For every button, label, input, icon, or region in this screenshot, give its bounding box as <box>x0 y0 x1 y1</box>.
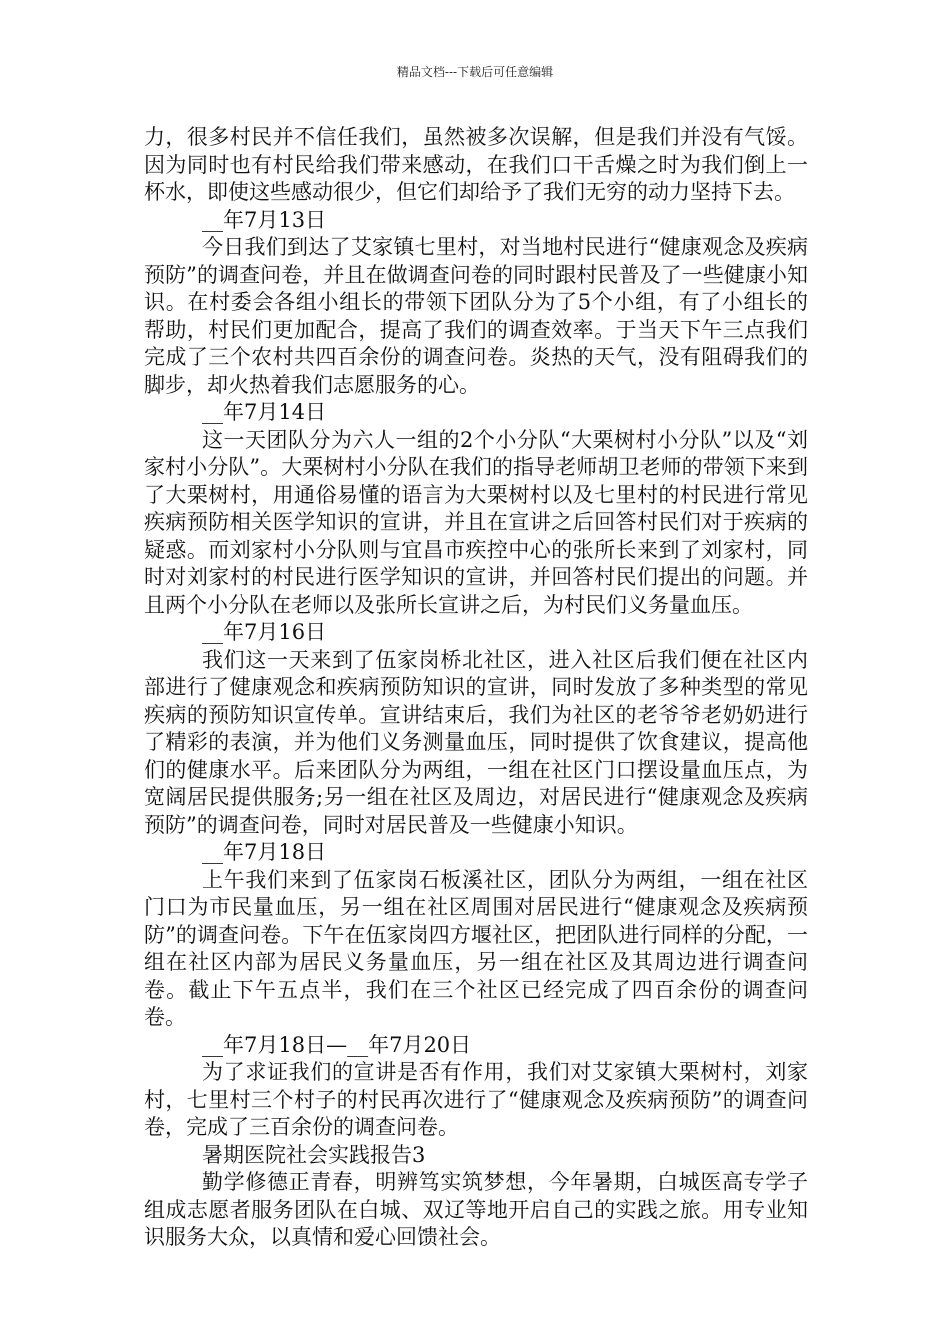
paragraph-0714: 这一天团队分为六人一组的2个小分队“大栗树村小分队”以及“刘家村小分队”。大栗树村小分队在我们的指导老师胡卫老师的带领下来到了大栗树村，用通俗易懂的语言为大栗树村以及七里村的村民进行常见疾病预防相关医学知识的宣讲，并且在宣讲之后回答村民们对于疾病的疑惑。而刘家村小分队则与宜昌市疾控中心的张所长来到了刘家村，同时对刘家村的村民进行医学知识的宣讲，并回答村民们提出的问题。并且两个小分队在老师以及张所长宣讲之后，为村民们义务量血压。 <box>144 427 808 617</box>
document-body <box>144 124 808 1252</box>
date-heading-0716: __年7月16日 <box>202 620 327 644</box>
page-header: 精品文档---下载后可任意编辑 <box>396 65 554 79</box>
paragraph-0718-0720: 为了求证我们的宣讲是否有作用，我们对艾家镇大栗树村，刘家村，七里村三个村子的村民再次进行了“健康观念及疾病预防”的调查问卷，完成了三百余份的调查问卷。 <box>144 1060 808 1139</box>
date-heading-0718-0720: __年7月18日—__年7月20日 <box>202 1032 472 1057</box>
paragraph-report-3-intro: 勤学修德正青春，明辨笃实筑梦想，今年暑期，白城医高专学子组成志愿者服务团队在白城、双辽等地开启自己的实践之旅。用专业知识服务大众，以真情和爱心回馈社会。 <box>144 1170 808 1249</box>
paragraph-0716: 我们这一天来到了伍家岗桥北社区，进入社区后我们便在社区内部进行了健康观念和疾病预防知识的宣讲，同时发放了多种类型的常见疾病的预防知识宣传单。宣讲结束后，我们为社区的老爷爷老奶奶进行了精彩的表演，并为他们义务测量血压，同时提供了饮食建议，提高他们的健康水平。后来团队分为两组，一组在社区门口摆设量血压点，为宽阔居民提供服务;另一组在社区及周边，对居民进行“健康观念及疾病预防”的调查问卷，同时对居民普及一些健康小知识。 <box>144 647 808 837</box>
section-title-report-3: 暑期医院社会实践报告3 <box>202 1142 426 1167</box>
paragraph-0713: 今日我们到达了艾家镇七里村，对当地村民进行“健康观念及疾病预防”的调查问卷，并且在做调查问卷的同时跟村民普及了一些健康小知识。在村委会各组小组长的带领下团队分为了5个小组，有了小组长的帮助，村民们更加配合，提高了我们的调查效率。于当天下午三点我们完成了三个农村共四百余份的调查问卷。炎热的天气，没有阻碍我们的脚步，却火热着我们志愿服务的心。 <box>144 235 808 397</box>
date-heading-0718: __年7月18日 <box>202 840 327 864</box>
date-heading-0713: __年7月13日 <box>202 207 327 232</box>
paragraph-0718: 上午我们来到了伍家岗石板溪社区，团队分为两组，一组在社区门口为市民量血压，另一组在社区周围对居民进行“健康观念及疾病预防”的调查问卷。下午在伍家岗四方堰社区，把团队进行同样的分配，一组在社区内部为居民义务量血压，另一组在社区及其周边进行调查问卷。截止下午五点半，我们在三个社区已经完成了四百余份的调查问卷。 <box>144 867 808 1029</box>
date-heading-0714: __年7月14日 <box>202 400 327 424</box>
paragraph-intro-continuation: 力，很多村民并不信任我们，虽然被多次误解，但是我们并没有气馁。因为同时也有村民给我们带来感动，在我们口干舌燥之时为我们倒上一杯水，即使这些感动很少，但它们却给予了我们无穷的动力坚持下去。 <box>144 125 808 204</box>
